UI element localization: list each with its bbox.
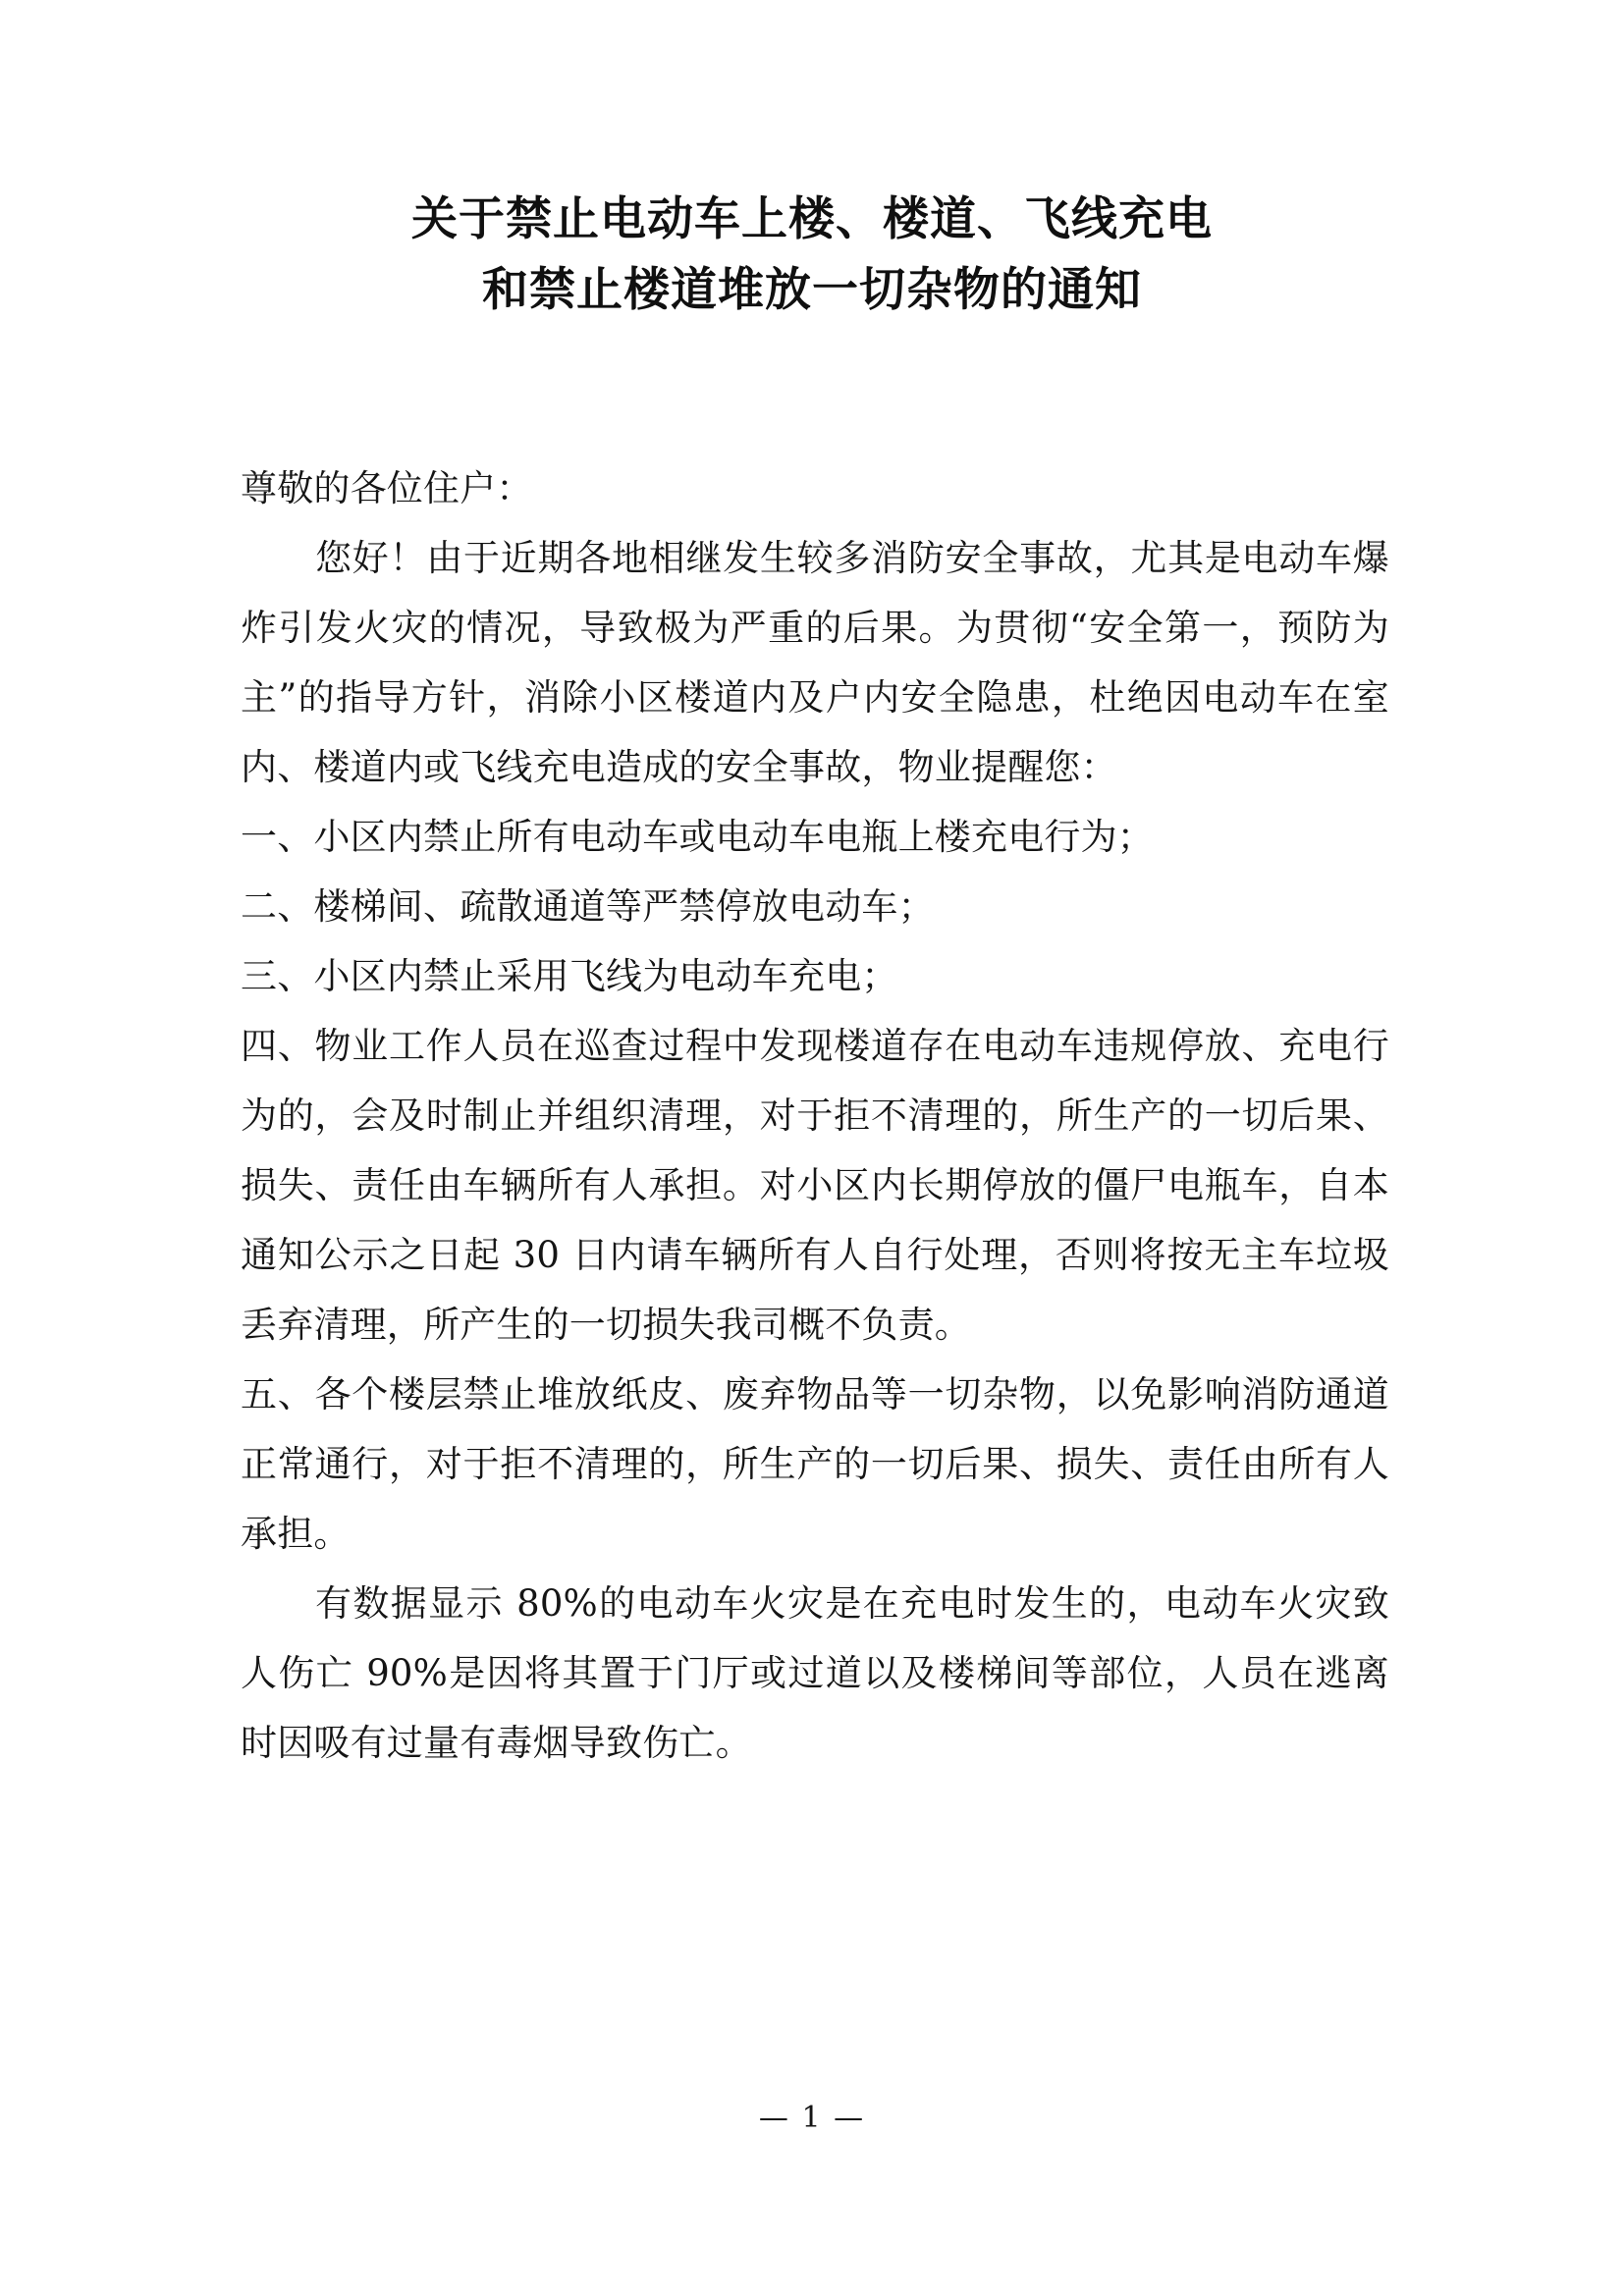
notice-item-3: 三、小区内禁止采用飞线为电动车充电； bbox=[241, 955, 898, 997]
document-title bbox=[0, 185, 1624, 326]
notice-item-4: 四、物业工作人员在巡查过程中发现楼道存在电动车违规停放、充电行为的，会及时制止并组织清理，对于拒不清理的，所生产的一切后果、损失、责任由车辆所有人承担。对小区内长期停放的僵尸电瓶车，自本通知公示之日起 30 日内请车辆所有人自行处理，否则将按无主车垃圾丢弃清理，所产生的一切损失我司概不负责。 bbox=[241, 1025, 1389, 1346]
notice-item-2: 二、楼梯间、疏散通道等严禁停放电动车； bbox=[241, 885, 935, 928]
salutation: 尊敬的各位住户： bbox=[241, 467, 533, 509]
title-line-2: 和禁止楼道堆放一切杂物的通知 bbox=[482, 263, 1142, 317]
closing-paragraph: 有数据显示 80%的电动车火灾是在充电时发生的，电动车火灾致人伤亡 90%是因将其置于门厅或过道以及楼梯间等部位，人员在逃离时因吸有过量有毒烟导致伤亡。 bbox=[241, 1582, 1389, 1764]
intro-paragraph: 您好！由于近期各地相继发生较多消防安全事故，尤其是电动车爆炸引发火灾的情况，导致极为严重的后果。为贯彻“安全第一，预防为主”的指导方针，消除小区楼道内及户内安全隐患，杜绝因电动车在室内、楼道内或飞线充电造成的安全事故，物业提醒您： bbox=[241, 537, 1389, 788]
page-number: — 1 — bbox=[758, 2101, 866, 2135]
notice-item-1: 一、小区内禁止所有电动车或电动车电瓶上楼充电行为； bbox=[241, 816, 1154, 858]
title-line-1: 关于禁止电动车上楼、楼道、飞线充电 bbox=[411, 192, 1213, 246]
document-body bbox=[241, 454, 1389, 1778]
notice-item-5: 五、各个楼层禁止堆放纸皮、废弃物品等一切杂物，以免影响消防通道正常通行，对于拒不清理的，所生产的一切后果、损失、责任由所有人承担。 bbox=[241, 1373, 1389, 1555]
